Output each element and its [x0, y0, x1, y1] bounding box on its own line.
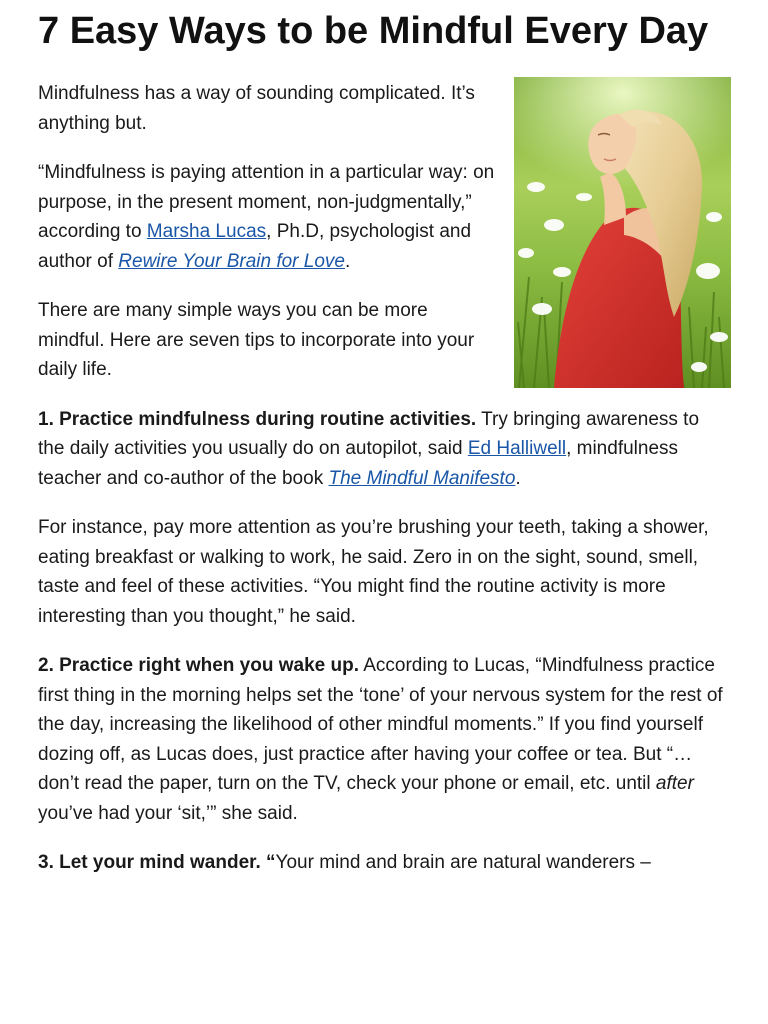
quote-text: “Mindfulness is paying attention in a particular way: on purpose, in the present moment, non-judgmentally,” according to	[38, 162, 495, 242]
tip-2-heading: 2. Practice right when you wake up.	[38, 655, 359, 676]
tip-2-paragraph	[38, 651, 730, 828]
tip-1-middle-text: , mindfulness teacher and co-author of the book	[38, 438, 679, 489]
mindful-manifesto-book-link[interactable]: The Mindful Manifesto	[328, 467, 516, 489]
woman-in-meadow-photo	[514, 77, 731, 388]
tip-3-paragraph	[38, 848, 730, 878]
intro-section	[38, 79, 730, 385]
tips-section	[38, 405, 730, 878]
intro-paragraph-1: Mindfulness has a way of sounding complicated. It’s anything but.	[38, 83, 475, 134]
rewire-your-brain-book-link[interactable]: Rewire Your Brain for Love	[118, 250, 345, 272]
tip-2-text: According to Lucas, “Mindfulness practice first thing in the morning helps set the ‘tone’ of your nervous system for the rest of the day, increasing the likelihood of other mindful moments.” If you find yourself dozing off, as Lucas does, just practice after having your coffee or tea. But “…don’t read the paper, turn on the TV, check your phone or email, etc. until	[38, 655, 723, 794]
tip-1-paragraph	[38, 405, 730, 494]
author-credentials-text: , Ph.D, psychologist and author of	[38, 221, 472, 272]
tip-3-text: Your mind and brain are natural wanderers –	[275, 852, 651, 873]
tip-2-emphasis: after	[655, 773, 694, 794]
period-text: .	[515, 467, 521, 489]
tip-1-heading: 1. Practice mindfulness during routine activities.	[38, 408, 477, 430]
tip-3-heading: 3. Let your mind wander. “	[38, 852, 276, 873]
article-title: 7 Easy Ways to be Mindful Every Day	[38, 10, 709, 52]
period-text: .	[345, 250, 351, 272]
marsha-lucas-link[interactable]: Marsha Lucas	[146, 221, 267, 242]
tip-1-text: Try bringing awareness to the daily activities you usually do on autopilot, said	[38, 408, 700, 459]
ed-halliwell-link[interactable]: Ed Halliwell	[467, 438, 567, 459]
tip-2-text-end: you’ve had your ‘sit,’” she said.	[38, 802, 298, 824]
intro-text	[38, 79, 498, 385]
intro-paragraph-2	[38, 158, 498, 276]
intro-paragraph-3: There are many simple ways you can be more mindful. Here are seven tips to incorporate into your daily life.	[38, 300, 475, 380]
tip-1-followup-paragraph: For instance, pay more attention as you’re brushing your teeth, taking a shower, eating breakfast or walking to work, he said. Zero in on the sight, sound, smell, taste and feel of these activities. “You might find the routine activity is more interesting than you thought,” he said.	[38, 517, 709, 627]
